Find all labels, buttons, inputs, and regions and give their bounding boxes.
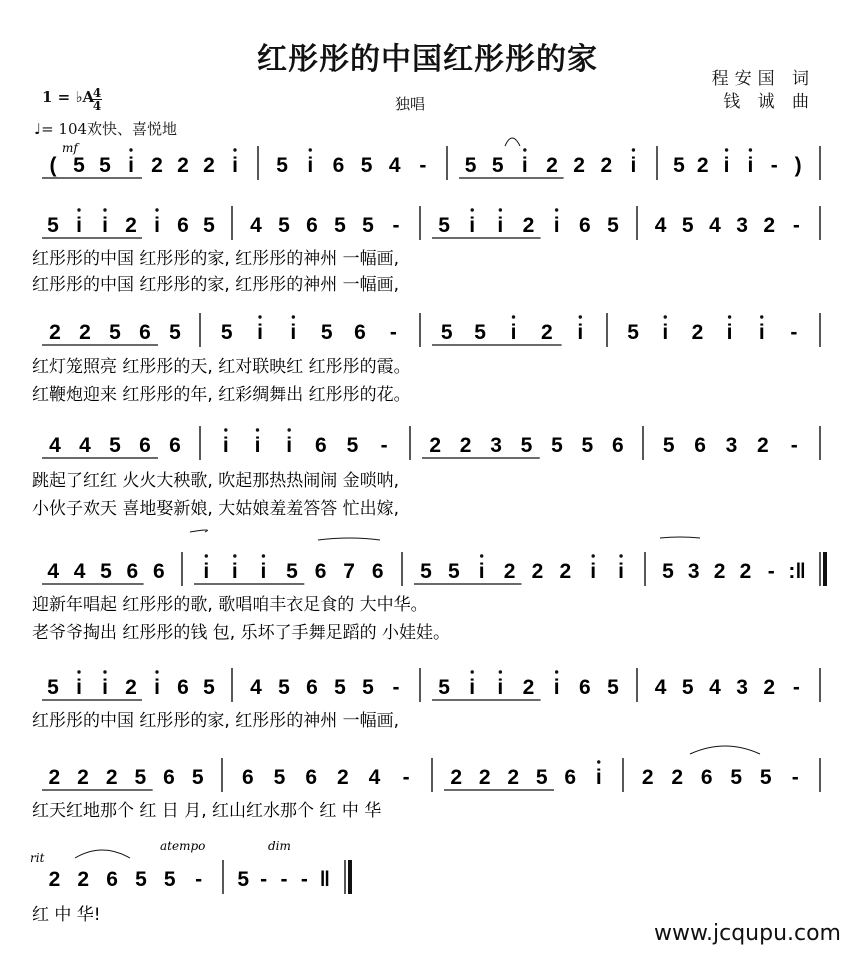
note: i bbox=[478, 560, 485, 583]
note: 6 bbox=[177, 676, 189, 699]
note: 3 bbox=[736, 214, 748, 237]
note: i bbox=[102, 676, 108, 699]
note: i bbox=[747, 154, 754, 177]
note: 2 bbox=[429, 434, 442, 457]
high-octave-dot bbox=[512, 315, 515, 318]
note: 6 bbox=[139, 434, 151, 457]
note: i bbox=[618, 560, 624, 583]
note: 2 bbox=[531, 560, 544, 583]
lyric-line: 红天红地那个 红 日 月, 红山红水那个 红 中 华 bbox=[32, 801, 382, 821]
note: 5 bbox=[607, 676, 619, 699]
note: 4 bbox=[709, 214, 721, 237]
note: i bbox=[76, 676, 82, 699]
slur bbox=[660, 537, 700, 538]
note: 2 bbox=[77, 868, 90, 891]
note: 2 bbox=[478, 766, 491, 789]
note: 3 bbox=[687, 560, 700, 583]
high-octave-dot bbox=[749, 148, 752, 151]
key-signature: 1 = ♭A bbox=[42, 88, 95, 106]
note: 2 bbox=[48, 766, 61, 789]
note: 4 bbox=[368, 766, 381, 789]
note: - bbox=[767, 560, 775, 583]
note: 2 bbox=[48, 868, 61, 891]
note: 5 bbox=[438, 214, 450, 237]
note: 5 bbox=[362, 214, 374, 237]
note: - bbox=[790, 434, 798, 457]
performance-style: 独唱 bbox=[395, 95, 426, 113]
note: 6 bbox=[371, 560, 384, 583]
note: 6 bbox=[163, 766, 175, 789]
note: i bbox=[595, 766, 602, 789]
note: - bbox=[195, 868, 203, 891]
note: 6 bbox=[314, 434, 327, 457]
high-octave-dot bbox=[591, 554, 594, 557]
note: i bbox=[630, 154, 637, 177]
high-octave-dot bbox=[129, 148, 132, 151]
lyricist-credit: 程安国 词 bbox=[711, 69, 815, 89]
slur bbox=[505, 138, 520, 146]
note: 4 bbox=[47, 560, 60, 583]
note: - bbox=[392, 676, 400, 699]
high-octave-dot bbox=[233, 554, 236, 557]
lyric-line: 跳起了红红 火火大秧歌, 吹起那热热闹闹 金唢呐, bbox=[32, 471, 400, 491]
note: 5 bbox=[73, 154, 85, 177]
note: i bbox=[553, 214, 560, 237]
note: i bbox=[469, 676, 476, 699]
note: i bbox=[553, 676, 560, 699]
note: 5 bbox=[109, 434, 121, 457]
note: 2 bbox=[763, 676, 776, 699]
note: 5 bbox=[581, 434, 594, 457]
note: 2 bbox=[559, 560, 572, 583]
note: 6 bbox=[177, 214, 189, 237]
note: - bbox=[792, 676, 800, 699]
note: 5 bbox=[278, 676, 290, 699]
note: - bbox=[790, 321, 798, 344]
note: 5 bbox=[220, 321, 233, 344]
note: 4 bbox=[388, 154, 401, 177]
note: 2 bbox=[49, 321, 61, 344]
note: 2 bbox=[541, 321, 553, 344]
note: 5 bbox=[203, 676, 215, 699]
note: 6 bbox=[578, 214, 591, 237]
slur bbox=[75, 850, 130, 858]
note: 6 bbox=[139, 321, 151, 344]
high-octave-dot bbox=[499, 208, 502, 211]
note: i bbox=[260, 560, 267, 583]
slur bbox=[690, 746, 760, 754]
note: 5 bbox=[169, 321, 181, 344]
note: i bbox=[290, 321, 297, 344]
high-octave-dot bbox=[103, 208, 106, 211]
note: - bbox=[380, 434, 388, 457]
high-octave-dot bbox=[287, 428, 290, 431]
lyric-line: 红鞭炮迎来 红彤彤的年, 红彩绸舞出 红彤彤的花。 bbox=[32, 385, 411, 405]
lyric-line: 红 中 华! bbox=[32, 905, 101, 925]
note: 5 bbox=[362, 676, 374, 699]
note: ( bbox=[49, 154, 57, 177]
note: 5 bbox=[627, 321, 639, 344]
note: - bbox=[419, 154, 427, 177]
note: i bbox=[521, 154, 528, 177]
note: 6 bbox=[305, 766, 318, 789]
note: 5 bbox=[134, 766, 147, 789]
note: 2 bbox=[177, 154, 189, 177]
dynamic-mf: mf bbox=[62, 141, 78, 155]
composer-credit: 钱 诚 曲 bbox=[723, 92, 815, 112]
note: i bbox=[154, 676, 160, 699]
note: 4 bbox=[654, 214, 667, 237]
note: 2 bbox=[546, 154, 558, 177]
note: i bbox=[758, 321, 765, 344]
note: 5 bbox=[447, 560, 460, 583]
note: 6 bbox=[354, 321, 366, 344]
high-octave-dot bbox=[728, 315, 731, 318]
note: :‖ bbox=[788, 560, 806, 583]
note: 5 bbox=[100, 560, 112, 583]
note: i bbox=[723, 154, 730, 177]
high-octave-dot bbox=[77, 208, 80, 211]
high-octave-dot bbox=[555, 208, 558, 211]
high-octave-dot bbox=[256, 428, 259, 431]
note: - bbox=[389, 321, 397, 344]
note: i bbox=[254, 434, 261, 457]
lyric-line: 老爷爷掏出 红彤彤的钱 包, 乐坏了手舞足蹈的 小娃娃。 bbox=[32, 623, 451, 643]
note: 5 bbox=[47, 676, 59, 699]
high-octave-dot bbox=[619, 554, 622, 557]
note: 2 bbox=[125, 214, 137, 237]
note: 2 bbox=[522, 676, 535, 699]
note: - bbox=[392, 214, 400, 237]
note: 5 bbox=[109, 321, 121, 344]
high-octave-dot bbox=[233, 148, 236, 151]
note: 2 bbox=[105, 766, 118, 789]
watermark: www.jcqupu.com bbox=[654, 921, 841, 946]
high-octave-dot bbox=[262, 554, 265, 557]
note: 5 bbox=[346, 434, 359, 457]
note: - bbox=[792, 214, 800, 237]
note: i bbox=[222, 434, 229, 457]
note: 5 bbox=[135, 868, 147, 891]
note: ‖ bbox=[319, 868, 331, 891]
note: 4 bbox=[49, 434, 61, 457]
note: 2 bbox=[125, 676, 137, 699]
note: i bbox=[469, 214, 476, 237]
note: 5 bbox=[99, 154, 111, 177]
song-title: 红彤彤的中国红彤彤的家 bbox=[257, 42, 598, 77]
note: - bbox=[791, 766, 799, 789]
note: 4 bbox=[79, 434, 91, 457]
note: - bbox=[402, 766, 410, 789]
note: - bbox=[260, 868, 268, 891]
high-octave-dot bbox=[632, 148, 635, 151]
note: 4 bbox=[250, 214, 262, 237]
note: i bbox=[497, 214, 504, 237]
note: 5 bbox=[438, 676, 450, 699]
high-octave-dot bbox=[664, 315, 667, 318]
note: 2 bbox=[671, 766, 684, 789]
note: 2 bbox=[739, 560, 752, 583]
note: 5 bbox=[662, 434, 675, 457]
note: 5 bbox=[237, 868, 250, 891]
high-octave-dot bbox=[523, 148, 526, 151]
note: 5 bbox=[551, 434, 563, 457]
note: 7 bbox=[343, 560, 355, 583]
note: 5 bbox=[759, 766, 772, 789]
note: 6 bbox=[241, 766, 254, 789]
lyric-line: 小伙子欢天 喜地娶新娘, 大姑娘羞羞答答 忙出嫁, bbox=[32, 499, 400, 519]
note: 2 bbox=[691, 321, 704, 344]
note: 5 bbox=[730, 766, 743, 789]
note: 5 bbox=[203, 214, 215, 237]
note: 5 bbox=[520, 434, 533, 457]
high-octave-dot bbox=[77, 670, 80, 673]
note: 5 bbox=[191, 766, 204, 789]
note: 4 bbox=[709, 676, 721, 699]
note: i bbox=[726, 321, 733, 344]
note: 5 bbox=[320, 321, 333, 344]
note: i bbox=[662, 321, 669, 344]
note: i bbox=[203, 560, 210, 583]
high-octave-dot bbox=[155, 208, 158, 211]
high-octave-dot bbox=[471, 670, 474, 673]
note: 5 bbox=[278, 214, 290, 237]
note: - bbox=[770, 154, 778, 177]
note: 2 bbox=[713, 560, 726, 583]
note: 6 bbox=[694, 434, 706, 457]
note: 6 bbox=[306, 214, 318, 237]
note: i bbox=[231, 560, 238, 583]
high-octave-dot bbox=[499, 670, 502, 673]
high-octave-dot bbox=[205, 554, 208, 557]
note: i bbox=[76, 214, 82, 237]
slur bbox=[190, 530, 207, 532]
note: 5 bbox=[681, 676, 694, 699]
note: - bbox=[300, 868, 308, 891]
note: 2 bbox=[757, 434, 769, 457]
note: 6 bbox=[578, 676, 591, 699]
note: - bbox=[280, 868, 288, 891]
dynamic-atempo: atempo bbox=[160, 839, 206, 853]
dynamic-rit: rit bbox=[30, 851, 45, 865]
note: 3 bbox=[490, 434, 502, 457]
note: 6 bbox=[126, 560, 139, 583]
note: 2 bbox=[450, 766, 463, 789]
note: 5 bbox=[535, 766, 548, 789]
slur bbox=[318, 538, 380, 540]
note: 5 bbox=[334, 214, 346, 237]
note: ) bbox=[794, 154, 802, 177]
lyric-line: 红彤彤的中国 红彤彤的家, 红彤彤的神州 一幅画, bbox=[32, 249, 400, 269]
note: i bbox=[286, 434, 293, 457]
high-octave-dot bbox=[480, 554, 483, 557]
note: i bbox=[590, 560, 597, 583]
note: 6 bbox=[306, 676, 318, 699]
note: 6 bbox=[564, 766, 577, 789]
note: 5 bbox=[681, 214, 694, 237]
note: 4 bbox=[654, 676, 667, 699]
note: i bbox=[154, 214, 160, 237]
note: 2 bbox=[573, 154, 585, 177]
note: 2 bbox=[203, 154, 215, 177]
note: 3 bbox=[725, 434, 738, 457]
high-octave-dot bbox=[309, 148, 312, 151]
note: 2 bbox=[77, 766, 89, 789]
note: 2 bbox=[522, 214, 535, 237]
note: 5 bbox=[163, 868, 176, 891]
high-octave-dot bbox=[597, 760, 600, 763]
note: 2 bbox=[79, 321, 91, 344]
high-octave-dot bbox=[579, 315, 582, 318]
tempo-marking: ♩= 104欢快、喜悦地 bbox=[34, 120, 178, 138]
note: 6 bbox=[332, 154, 345, 177]
note: 2 bbox=[763, 214, 776, 237]
note: i bbox=[577, 321, 584, 344]
note: 5 bbox=[474, 321, 486, 344]
note: 4 bbox=[250, 676, 262, 699]
lyric-line: 红彤彤的中国 红彤彤的家, 红彤彤的神州 一幅画, bbox=[32, 711, 400, 731]
note: 5 bbox=[440, 321, 453, 344]
note: 2 bbox=[336, 766, 349, 789]
note: i bbox=[232, 154, 238, 177]
note: 6 bbox=[152, 560, 165, 583]
note: 5 bbox=[464, 154, 477, 177]
note: 2 bbox=[507, 766, 520, 789]
note: 4 bbox=[73, 560, 86, 583]
note: 2 bbox=[459, 434, 472, 457]
time-bottom: 4 bbox=[92, 99, 102, 113]
note: i bbox=[497, 676, 504, 699]
high-octave-dot bbox=[155, 670, 158, 673]
lyric-line: 红彤彤的中国 红彤彤的家, 红彤彤的神州 一幅画, bbox=[32, 275, 400, 295]
note: 2 bbox=[600, 154, 613, 177]
high-octave-dot bbox=[555, 670, 558, 673]
high-octave-dot bbox=[224, 428, 227, 431]
dynamic-dim: dim bbox=[268, 839, 291, 853]
note: 6 bbox=[700, 766, 713, 789]
note: 6 bbox=[314, 560, 327, 583]
note: i bbox=[307, 154, 314, 177]
note: 2 bbox=[641, 766, 654, 789]
note: 2 bbox=[503, 560, 516, 583]
lyric-line: 红灯笼照亮 红彤彤的天, 红对联映红 红彤彤的霞。 bbox=[32, 357, 411, 377]
note: 5 bbox=[47, 214, 59, 237]
note: 5 bbox=[420, 560, 432, 583]
high-octave-dot bbox=[471, 208, 474, 211]
time-top: 4 bbox=[92, 86, 102, 100]
note: i bbox=[510, 321, 517, 344]
high-octave-dot bbox=[725, 148, 728, 151]
high-octave-dot bbox=[258, 315, 261, 318]
note: 5 bbox=[673, 154, 685, 177]
lyric-line: 迎新年唱起 红彤彤的歌, 歌唱咱丰衣足食的 大中华。 bbox=[32, 595, 428, 615]
note: 5 bbox=[273, 766, 286, 789]
note: 6 bbox=[106, 868, 118, 891]
note: 5 bbox=[662, 560, 674, 583]
note: 5 bbox=[334, 676, 346, 699]
note: i bbox=[257, 321, 263, 344]
note: 5 bbox=[607, 214, 619, 237]
note: 5 bbox=[276, 154, 288, 177]
high-octave-dot bbox=[292, 315, 295, 318]
note: 2 bbox=[696, 154, 709, 177]
note: 5 bbox=[491, 154, 504, 177]
note: 5 bbox=[360, 154, 373, 177]
note: i bbox=[102, 214, 108, 237]
note: 2 bbox=[151, 154, 163, 177]
note: i bbox=[128, 154, 134, 177]
note: 6 bbox=[169, 434, 181, 457]
high-octave-dot bbox=[760, 315, 763, 318]
note: 3 bbox=[736, 676, 748, 699]
note: 5 bbox=[286, 560, 298, 583]
note: 6 bbox=[611, 434, 624, 457]
high-octave-dot bbox=[103, 670, 106, 673]
